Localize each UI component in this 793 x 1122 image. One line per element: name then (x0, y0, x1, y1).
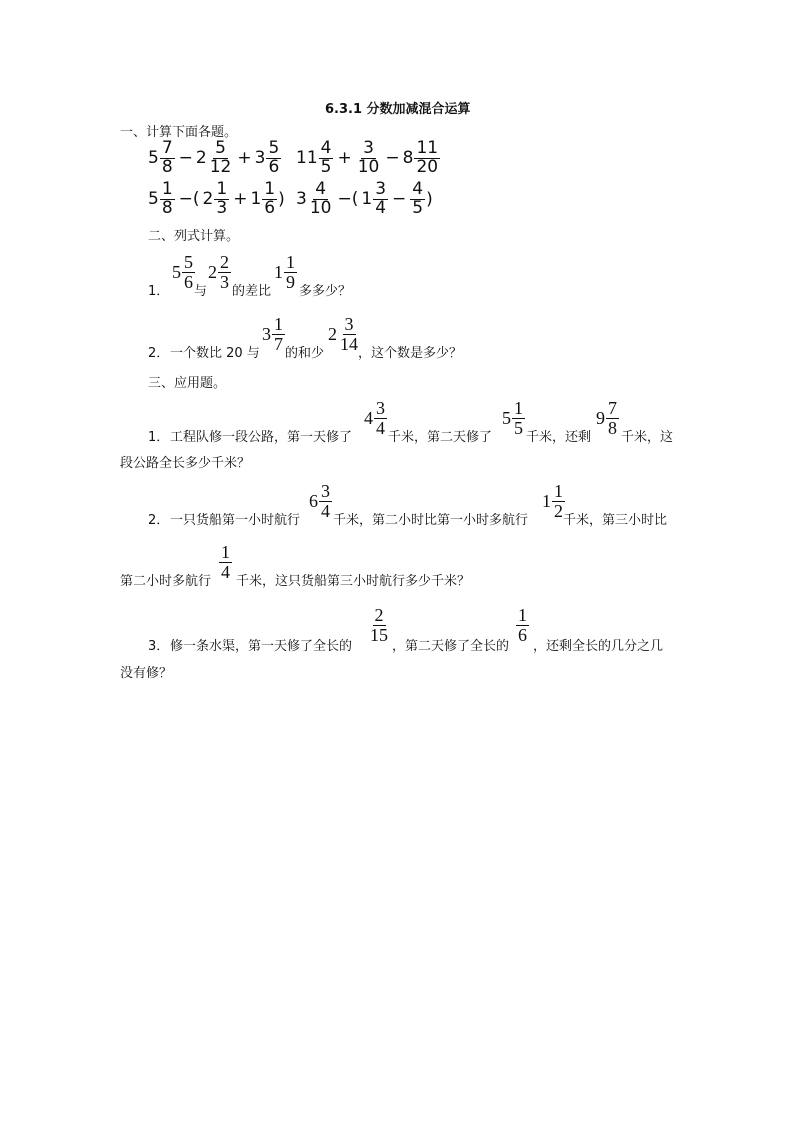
s2-q1-text-1: 与 (194, 284, 208, 299)
denominator: 6 (518, 624, 527, 645)
mixed-number (361, 181, 389, 218)
s3-q1-mixed-1 (364, 399, 388, 438)
numerator: 5 (184, 252, 193, 272)
denominator: 15 (370, 624, 388, 645)
fraction (410, 181, 425, 218)
fraction (373, 181, 388, 218)
numerator: 1 (514, 398, 523, 418)
numerator: 1 (221, 542, 230, 562)
denominator: 9 (286, 271, 295, 292)
operator: + (233, 189, 248, 210)
s2-q2-text-0: 一个数比 20 与 (170, 346, 260, 361)
denominator: 2 (554, 500, 563, 521)
numerator: 4 (320, 138, 332, 158)
s3-q1-text-2: 千米，还剩 (526, 430, 592, 445)
denominator: 6 (264, 197, 276, 218)
denominator: 7 (274, 333, 283, 354)
numerator: 1 (274, 314, 283, 334)
fraction (606, 399, 619, 438)
denominator: 10 (309, 197, 332, 218)
numerator: 1 (161, 179, 173, 199)
s2-q2-text-2: ，这个数是多少？ (358, 346, 463, 361)
fraction (214, 181, 229, 218)
whole: 5 (172, 261, 181, 282)
numerator: 2 (374, 605, 384, 625)
mixed-number (196, 140, 234, 177)
whole: 11 (296, 148, 318, 169)
whole: 2 (202, 189, 214, 210)
operator: − (392, 189, 407, 210)
section-2-heading: 二、列式计算。 (148, 229, 240, 244)
s3-q2-text-0: 一只货船第一小时航行 (170, 513, 301, 528)
denominator: 14 (340, 333, 358, 354)
close-paren: ) (278, 189, 285, 210)
s3-q2-number: 2． (148, 513, 170, 528)
denominator: 6 (184, 271, 193, 292)
s2-q2-mixed-1 (262, 315, 286, 354)
s3-q2-mixed-1 (309, 482, 333, 521)
operator: − (178, 148, 193, 169)
whole: 5 (148, 189, 159, 210)
whole: 9 (596, 407, 605, 428)
whole: 5 (502, 407, 511, 428)
s2-q1-mixed-2 (208, 253, 232, 292)
numerator: 2 (220, 252, 229, 272)
fraction (284, 253, 297, 292)
s3-q2-text-1: 千米，第二小时比第一小时多航行 (333, 513, 529, 528)
numerator: 1 (554, 481, 563, 501)
denominator: 12 (209, 156, 232, 177)
s3-q1-number: 1． (148, 430, 170, 445)
s3-q3-fraction-1 (367, 606, 391, 645)
operator: + (337, 148, 352, 169)
operator: − (385, 148, 400, 169)
denominator: 4 (221, 561, 230, 582)
denominator: 20 (416, 156, 439, 177)
whole: 1 (274, 261, 283, 282)
denominator: 5 (412, 197, 424, 218)
denominator: 5 (320, 156, 332, 177)
numerator: 1 (518, 605, 527, 625)
whole: 2 (328, 323, 337, 344)
section-1-heading: 一、计算下面各题。 (120, 125, 238, 140)
numerator: 5 (268, 138, 280, 158)
s3-q3-text-0: 修一条水渠，第一天修了全长的 (170, 639, 353, 654)
whole: 2 (195, 148, 207, 169)
denominator: 10 (357, 156, 380, 177)
denominator: 6 (268, 156, 280, 177)
s3-q1-mixed-3 (596, 399, 620, 438)
numerator: 1 (216, 179, 228, 199)
numerator: 11 (416, 138, 439, 158)
s2-q1-mixed-3 (274, 253, 298, 292)
numerator: 5 (215, 138, 226, 158)
numerator: 3 (376, 398, 385, 418)
fraction (160, 181, 175, 218)
fraction (414, 140, 440, 177)
s3-q1-mixed-2 (502, 399, 526, 438)
whole: 2 (208, 261, 217, 282)
numerator: 7 (608, 398, 617, 418)
mixed-number (148, 140, 176, 177)
fraction (319, 482, 332, 521)
denominator: 4 (321, 500, 330, 521)
fraction (208, 140, 234, 177)
operator: + (237, 148, 252, 169)
denominator: 4 (375, 197, 387, 218)
fraction (338, 315, 360, 354)
numerator: 4 (315, 179, 327, 199)
denominator: 8 (608, 417, 617, 438)
mixed-number (148, 181, 176, 218)
fraction (272, 315, 285, 354)
denominator: 8 (161, 197, 173, 218)
whole: 5 (148, 148, 159, 169)
operator: −( (337, 189, 359, 210)
mixed-number (403, 140, 441, 177)
mixed-number (296, 140, 334, 177)
close-paren: ) (426, 189, 433, 210)
s2-q1-text-3: 多多少？ (299, 284, 352, 299)
mixed-number (203, 181, 231, 218)
whole: 3 (262, 323, 271, 344)
fraction (262, 181, 277, 218)
s3-q1-line-2: 段公路全长多少千米？ (120, 456, 251, 471)
denominator: 5 (514, 417, 523, 438)
s3-q2-line-2a: 第二小时多航行 (120, 574, 212, 589)
s2-q1-number: 1． (148, 284, 170, 299)
denominator: 8 (161, 156, 173, 177)
s3-q3-number: 3． (148, 639, 170, 654)
numerator: 1 (286, 252, 295, 272)
mixed-number (255, 140, 283, 177)
fraction (218, 253, 231, 292)
expression-2 (296, 140, 441, 177)
page-title: 6.3.1 分数加减混合运算 (325, 102, 471, 117)
s2-q1-mixed-1 (172, 253, 196, 292)
fraction (308, 181, 334, 218)
denominator: 3 (216, 197, 228, 218)
numerator: 3 (344, 314, 354, 334)
numerator: 3 (375, 179, 387, 199)
s3-q3-line-2: 没有修？ (120, 666, 173, 681)
whole: 3 (296, 189, 307, 210)
s3-q1-text-1: 千米，第二天修了 (388, 430, 493, 445)
s3-q2-line-2b: 千米，这只货船第三小时航行多少千米？ (236, 574, 471, 589)
s2-q2-text-1: 的和少 (285, 346, 325, 361)
fraction (319, 140, 334, 177)
s2-q2-number: 2． (148, 346, 170, 361)
whole: 6 (309, 490, 318, 511)
whole: 1 (542, 490, 551, 511)
expression-1 (148, 140, 282, 177)
fraction (512, 399, 525, 438)
denominator: 3 (220, 271, 229, 292)
mixed-number (250, 181, 278, 218)
numerator: 3 (363, 138, 374, 158)
whole: 4 (364, 407, 373, 428)
fraction (356, 140, 382, 177)
numerator: 4 (412, 179, 424, 199)
s3-q2-fraction-3 (218, 543, 233, 582)
denominator: 4 (376, 417, 385, 438)
fraction (374, 399, 387, 438)
s3-q1-text-0: 工程队修一段公路，第一天修了 (170, 430, 353, 445)
mixed-number (296, 181, 334, 218)
expression-3 (148, 181, 285, 218)
s2-q2-mixed-2 (328, 315, 361, 354)
s3-q2-text-2: 千米，第三小时比 (563, 513, 668, 528)
fraction (266, 140, 281, 177)
numerator: 7 (161, 138, 173, 158)
s3-q3-text-1: ，第二天修了全长的 (392, 639, 510, 654)
s3-q1-text-3: 千米，这 (621, 430, 674, 445)
s3-q3-fraction-2 (515, 606, 530, 645)
numerator: 3 (321, 481, 330, 501)
whole: 8 (402, 148, 414, 169)
s3-q3-text-2: ，还剩全长的几分之几 (533, 639, 664, 654)
section-3-heading: 三、应用题。 (148, 376, 227, 391)
operator: −( (178, 189, 200, 210)
expression-4 (296, 181, 433, 218)
numerator: 1 (264, 179, 276, 199)
whole: 1 (361, 189, 373, 210)
s2-q1-text-2: 的差比 (232, 284, 272, 299)
whole: 1 (250, 189, 262, 210)
fraction (160, 140, 175, 177)
whole: 3 (254, 148, 266, 169)
